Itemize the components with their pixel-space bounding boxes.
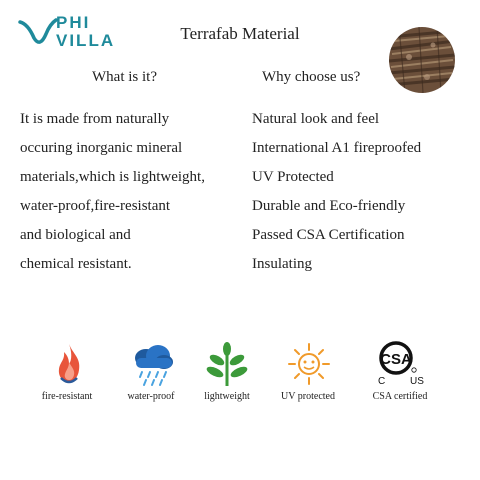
description-line: materials,which is lightweight, [20, 169, 205, 185]
description-line: chemical resistant. [20, 256, 132, 272]
feature-item: Natural look and feel [252, 111, 380, 127]
description-line: water-proof,fire-resistant [20, 198, 171, 214]
csa-sub-left: C [378, 376, 386, 387]
feature-item: Insulating [252, 256, 312, 272]
icon-label-uv: UV protected [281, 391, 335, 402]
csa-sub-right: US [410, 376, 424, 387]
leaf-plant-icon [203, 340, 251, 388]
feature-item: Passed CSA Certification [252, 227, 405, 243]
icon-label-lightweight: lightweight [204, 391, 250, 402]
icon-label-water: water-proof [127, 391, 175, 402]
csa-mark-icon [376, 340, 424, 388]
feature-item: UV Protected [252, 169, 334, 185]
sun-icon [285, 340, 333, 388]
logo-text-villa: VILLA [56, 31, 116, 50]
icon-label-csa: CSA certified [372, 391, 428, 402]
rain-cloud-icon [128, 340, 176, 388]
feature-item: International A1 fireproofed [252, 140, 422, 156]
material-texture-image [389, 27, 455, 93]
description-line: occuring inorganic mineral [20, 140, 183, 156]
description-line: It is made from naturally [20, 111, 170, 127]
what-heading: What is it? [92, 69, 157, 85]
icon-label-fire: fire-resistant [41, 391, 93, 402]
description-line: and biological and [20, 227, 131, 243]
page-title: Terrafab Material [180, 24, 300, 43]
fire-icon [45, 340, 93, 388]
csa-mark-text: CSA [380, 351, 412, 368]
logo-text-phi: PHI [56, 13, 91, 32]
why-heading: Why choose us? [262, 69, 361, 85]
feature-item: Durable and Eco-friendly [252, 198, 406, 214]
